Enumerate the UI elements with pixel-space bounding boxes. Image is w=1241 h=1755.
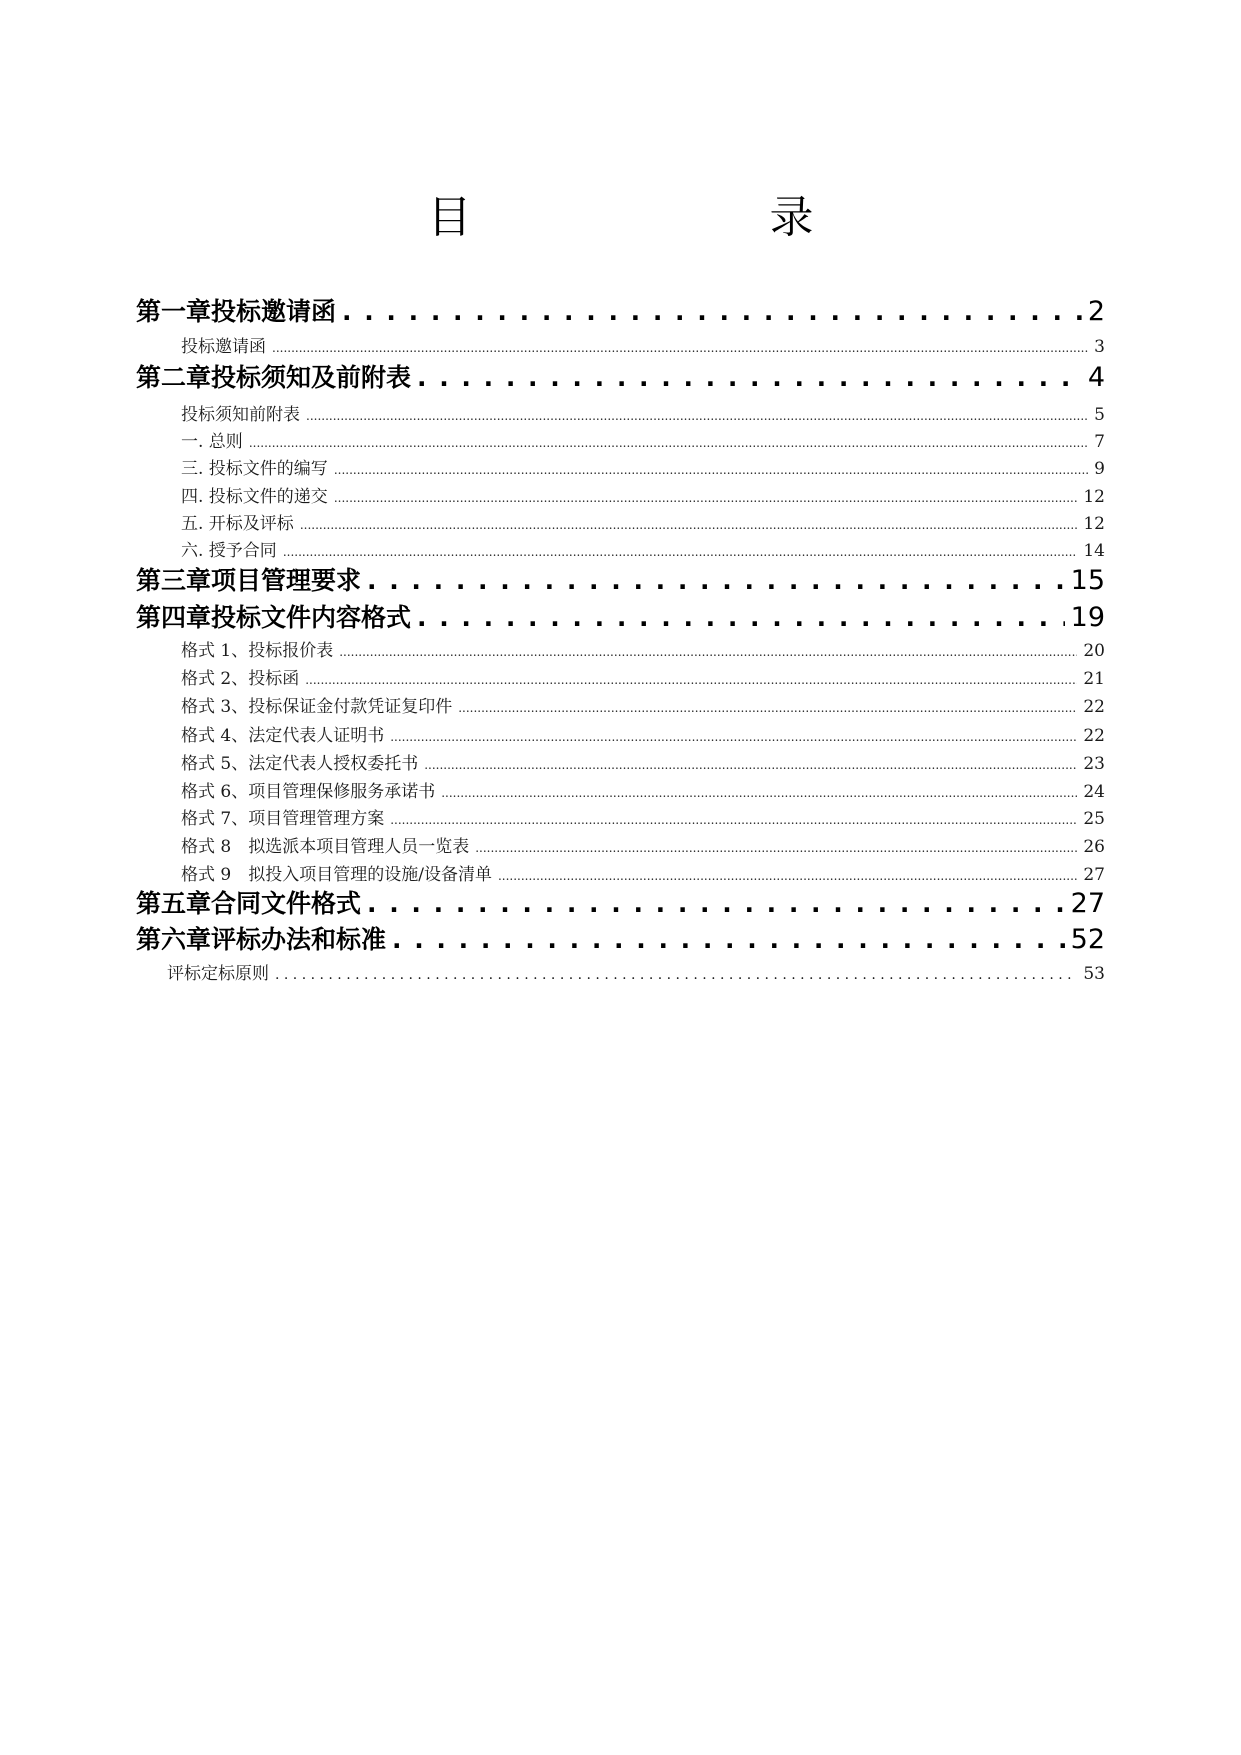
toc-entry-label: 格式 5、法定代表人授权委托书 xyxy=(181,754,419,774)
toc-entry-label: 格式 4、法定代表人证明书 xyxy=(181,726,385,746)
toc-entry-label: 格式 9 拟投入项目管理的设施/设备清单 xyxy=(181,865,492,885)
toc-entry-18[interactable] xyxy=(181,804,1105,830)
toc-entry-15[interactable] xyxy=(181,721,1105,747)
toc-entry-page-number: 25 xyxy=(1083,809,1105,829)
toc-entry-21[interactable] xyxy=(136,884,1105,922)
dot-leader xyxy=(390,809,1077,829)
toc-entry-label: 五. 开标及评标 xyxy=(181,514,294,534)
toc-entry-page-number: 5 xyxy=(1094,405,1105,425)
toc-entry-14[interactable] xyxy=(181,692,1105,718)
toc-entry-10[interactable] xyxy=(136,561,1105,599)
dot-leader xyxy=(249,432,1088,452)
toc-entry-5[interactable] xyxy=(181,427,1105,453)
dot-leader xyxy=(390,726,1077,746)
toc-entry-page-number: 22 xyxy=(1083,697,1105,717)
toc-entry-page-number: 23 xyxy=(1083,754,1105,774)
chapter-number: 第二章 xyxy=(136,363,212,392)
dot-leader xyxy=(305,669,1077,689)
dot-leader xyxy=(367,566,1065,595)
toc-entry-page-number: 52 xyxy=(1070,924,1105,955)
toc-entry-page-number: 26 xyxy=(1083,837,1105,857)
chapter-number: 第三章 xyxy=(136,566,212,595)
toc-entry-page-number: 14 xyxy=(1083,541,1105,561)
toc-entry-6[interactable] xyxy=(181,454,1105,480)
toc-entry-label: 投标文件内容格式 xyxy=(211,603,412,632)
toc-entry-label: 项目管理要求 xyxy=(211,566,362,595)
toc-entry-page-number: 9 xyxy=(1094,459,1105,479)
chapter-number: 第五章 xyxy=(136,889,212,918)
toc-entry-page-number: 7 xyxy=(1094,432,1105,452)
dot-leader xyxy=(441,782,1077,802)
dot-leader xyxy=(424,754,1077,774)
toc-entry-16[interactable] xyxy=(181,749,1105,775)
toc-entry-22[interactable] xyxy=(136,920,1105,958)
toc-entry-label: 格式 1、投标报价表 xyxy=(181,641,334,661)
toc-entry-label: 投标邀请函 xyxy=(181,337,266,357)
dot-leader xyxy=(342,297,1082,326)
dot-leader xyxy=(417,603,1065,632)
toc-entry-label: 格式 6、项目管理保修服务承诺书 xyxy=(181,782,436,802)
toc-entry-page-number: 24 xyxy=(1083,782,1105,802)
dot-leader xyxy=(334,487,1078,507)
toc-entry-label: 投标须知前附表 xyxy=(181,405,300,425)
toc-entry-page-number: 20 xyxy=(1083,641,1105,661)
toc-entry-8[interactable] xyxy=(181,509,1105,535)
toc-entry-page-number: 21 xyxy=(1083,669,1105,689)
toc-entry-label: 格式 3、投标保证金付款凭证复印件 xyxy=(181,697,453,717)
dot-leader xyxy=(275,964,1077,984)
toc-entry-page-number: 22 xyxy=(1083,726,1105,746)
toc-entry-4[interactable] xyxy=(181,400,1105,426)
dot-leader xyxy=(300,514,1078,534)
dot-leader xyxy=(367,889,1065,918)
dot-leader xyxy=(334,459,1088,479)
chapter-number: 第一章 xyxy=(136,297,212,326)
toc-entry-page-number: 3 xyxy=(1094,337,1105,357)
dot-leader xyxy=(392,925,1065,954)
toc-entry-label: 评标办法和标准 xyxy=(211,925,387,954)
toc-title: 目 录 xyxy=(427,192,884,243)
dot-leader xyxy=(272,337,1088,357)
toc-entry-3[interactable] xyxy=(136,358,1105,396)
dot-leader xyxy=(498,865,1077,885)
toc-entry-label: 评标定标原则 xyxy=(167,964,269,984)
toc-entry-page-number: 27 xyxy=(1083,865,1105,885)
toc-entry-page-number: 15 xyxy=(1070,565,1105,596)
toc-entry-20[interactable] xyxy=(181,860,1105,886)
toc-entry-1[interactable] xyxy=(136,292,1105,330)
toc-entry-19[interactable] xyxy=(181,832,1105,858)
dot-leader xyxy=(475,837,1077,857)
dot-leader xyxy=(306,405,1088,425)
chapter-number: 第六章 xyxy=(136,925,212,954)
toc-entry-label: 合同文件格式 xyxy=(211,889,362,918)
toc-entry-label: 格式 2、投标函 xyxy=(181,669,300,689)
dot-leader xyxy=(417,363,1082,392)
toc-entry-9[interactable] xyxy=(181,536,1105,562)
toc-entry-page-number: 2 xyxy=(1087,296,1105,327)
toc-entry-label: 投标邀请函 xyxy=(211,297,337,326)
toc-entry-label: 格式 7、项目管理管理方案 xyxy=(181,809,385,829)
toc-entry-23[interactable] xyxy=(167,959,1105,985)
toc-entry-label: 四. 投标文件的递交 xyxy=(181,487,328,507)
dot-leader xyxy=(458,697,1077,717)
toc-entry-page-number: 53 xyxy=(1083,964,1105,984)
toc-entry-11[interactable] xyxy=(136,598,1105,636)
toc-entry-label: 六. 授予合同 xyxy=(181,541,277,561)
toc-entry-13[interactable] xyxy=(181,664,1105,690)
chapter-number: 第四章 xyxy=(136,603,212,632)
toc-entry-label: 格式 8 拟选派本项目管理人员一览表 xyxy=(181,837,470,857)
dot-leader xyxy=(283,541,1078,561)
dot-leader xyxy=(339,641,1077,661)
toc-entry-7[interactable] xyxy=(181,482,1105,508)
toc-entry-17[interactable] xyxy=(181,777,1105,803)
toc-entry-page-number: 19 xyxy=(1070,602,1105,633)
toc-entry-label: 三. 投标文件的编写 xyxy=(181,459,328,479)
toc-entry-page-number: 27 xyxy=(1070,888,1105,919)
toc-entry-label: 投标须知及前附表 xyxy=(211,363,412,392)
toc-entry-2[interactable] xyxy=(181,332,1105,358)
toc-entry-page-number: 12 xyxy=(1083,487,1105,507)
toc-entry-page-number: 4 xyxy=(1087,362,1105,393)
toc-entry-page-number: 12 xyxy=(1083,514,1105,534)
toc-entry-12[interactable] xyxy=(181,636,1105,662)
toc-entry-label: 一. 总则 xyxy=(181,432,243,452)
